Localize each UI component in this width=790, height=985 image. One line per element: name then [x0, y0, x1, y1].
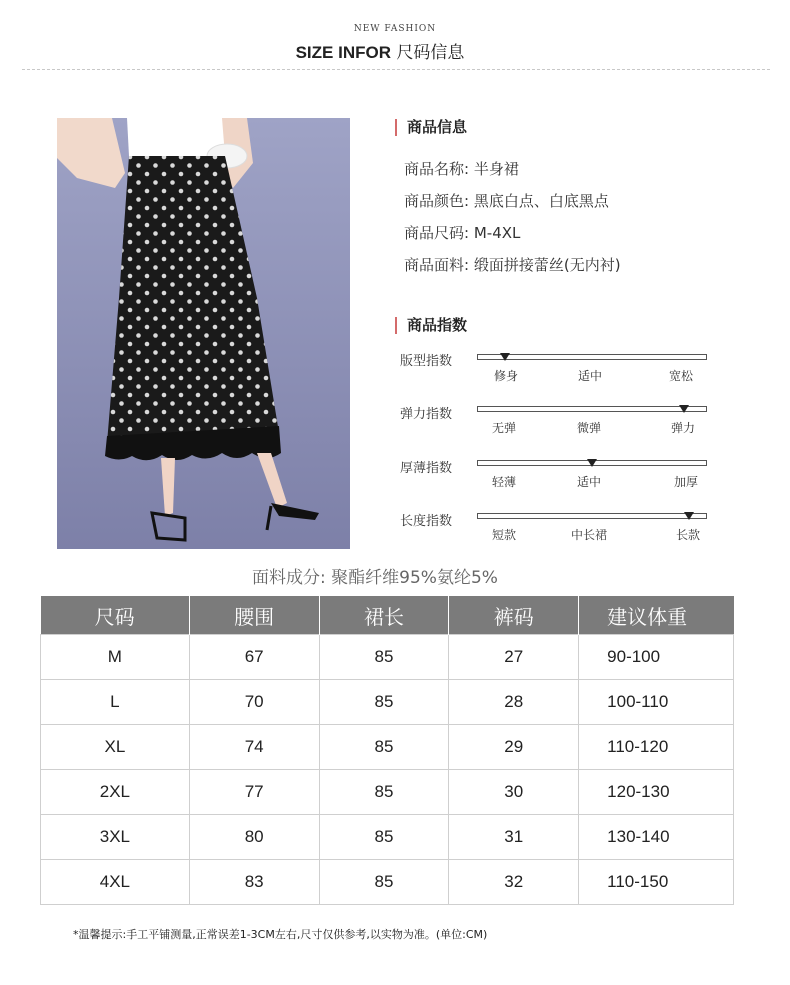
index-option: 短款 [492, 528, 517, 542]
index-option: 适中 [577, 475, 602, 489]
info-label: 商品尺码: [404, 224, 470, 242]
index-marker-icon [587, 459, 597, 467]
table-row [41, 725, 734, 770]
column-header: 裙长 [319, 596, 449, 635]
table-cell: 83 [189, 860, 319, 905]
table-cell: 30 [449, 770, 579, 815]
index-scale [477, 513, 707, 519]
index-label: 长度指数 [400, 514, 453, 529]
table-cell: 85 [319, 860, 449, 905]
info-row-size [404, 222, 520, 243]
index-option: 轻薄 [492, 475, 517, 489]
index-marker-icon [684, 512, 694, 520]
info-value: 黑底白点、白底黑点 [473, 192, 609, 210]
page-title-en: SIZE INFOR [295, 43, 391, 62]
index-label: 厚薄指数 [400, 461, 453, 476]
table-cell: 120-130 [579, 770, 734, 815]
info-label: 商品面料: [404, 256, 470, 274]
index-option: 适中 [578, 369, 603, 383]
column-header: 裤码 [449, 596, 579, 635]
index-label: 版型指数 [400, 354, 453, 369]
page-title [0, 38, 760, 63]
column-header: 腰围 [189, 596, 319, 635]
table-cell: 80 [189, 815, 319, 860]
info-value: 半身裙 [473, 160, 519, 178]
index-option: 弹力 [671, 421, 696, 435]
measurement-note: *温馨提示:手工平铺测量,正常误差1-3CM左右,尺寸仅供参考,以实物为准。(单位:CM) [73, 928, 488, 941]
table-cell: 85 [319, 680, 449, 725]
product-photo [57, 118, 350, 549]
index-option: 宽松 [669, 369, 694, 383]
table-row [41, 635, 734, 680]
info-row-fabric [404, 254, 621, 275]
table-cell: 67 [189, 635, 319, 680]
table-cell: 100-110 [579, 680, 734, 725]
index-title: 商品指数 [395, 317, 467, 334]
index-scale [477, 354, 707, 360]
index-option: 长款 [676, 528, 701, 542]
table-cell: 2XL [41, 770, 190, 815]
table-row [41, 770, 734, 815]
product-info-title: 商品信息 [395, 119, 467, 136]
fabric-composition: 面料成分: 聚酯纤维95%氨纶5% [252, 568, 498, 588]
table-cell: 3XL [41, 815, 190, 860]
table-cell: 85 [319, 770, 449, 815]
header-divider [22, 69, 770, 70]
info-value: 缎面拼接蕾丝(无内衬) [473, 256, 621, 274]
index-marker-icon [679, 405, 689, 413]
table-cell: 77 [189, 770, 319, 815]
table-cell: 29 [449, 725, 579, 770]
column-header: 尺码 [41, 596, 190, 635]
table-cell: 31 [449, 815, 579, 860]
index-option: 修身 [494, 369, 519, 383]
index-option: 微弹 [577, 421, 602, 435]
table-cell: 4XL [41, 860, 190, 905]
index-marker-icon [500, 353, 510, 361]
index-option: 无弹 [492, 421, 517, 435]
info-row-color [404, 190, 609, 211]
table-cell: M [41, 635, 190, 680]
table-cell: 85 [319, 725, 449, 770]
table-row [41, 815, 734, 860]
page-title-cn: 尺码信息 [396, 43, 465, 63]
index-option: 加厚 [674, 475, 699, 489]
table-cell: L [41, 680, 190, 725]
info-value: M-4XL [473, 224, 521, 242]
table-cell: 28 [449, 680, 579, 725]
info-label: 商品颜色: [404, 192, 470, 210]
table-cell: 32 [449, 860, 579, 905]
column-header: 建议体重 [579, 596, 734, 635]
index-option: 中长裙 [571, 528, 608, 542]
table-cell: 110-120 [579, 725, 734, 770]
table-cell: XL [41, 725, 190, 770]
table-cell: 110-150 [579, 860, 734, 905]
table-header-row [41, 596, 734, 635]
info-label: 商品名称: [404, 160, 470, 178]
size-table [40, 596, 734, 905]
table-cell: 70 [189, 680, 319, 725]
table-cell: 90-100 [579, 635, 734, 680]
table-cell: 27 [449, 635, 579, 680]
table-cell: 74 [189, 725, 319, 770]
info-row-name [404, 158, 519, 179]
index-scale [477, 406, 707, 412]
table-row [41, 680, 734, 725]
table-cell: 85 [319, 635, 449, 680]
header-subtitle: NEW FASHION [353, 24, 437, 34]
table-cell: 130-140 [579, 815, 734, 860]
table-cell: 85 [319, 815, 449, 860]
index-label: 弹力指数 [400, 407, 453, 422]
table-row [41, 860, 734, 905]
